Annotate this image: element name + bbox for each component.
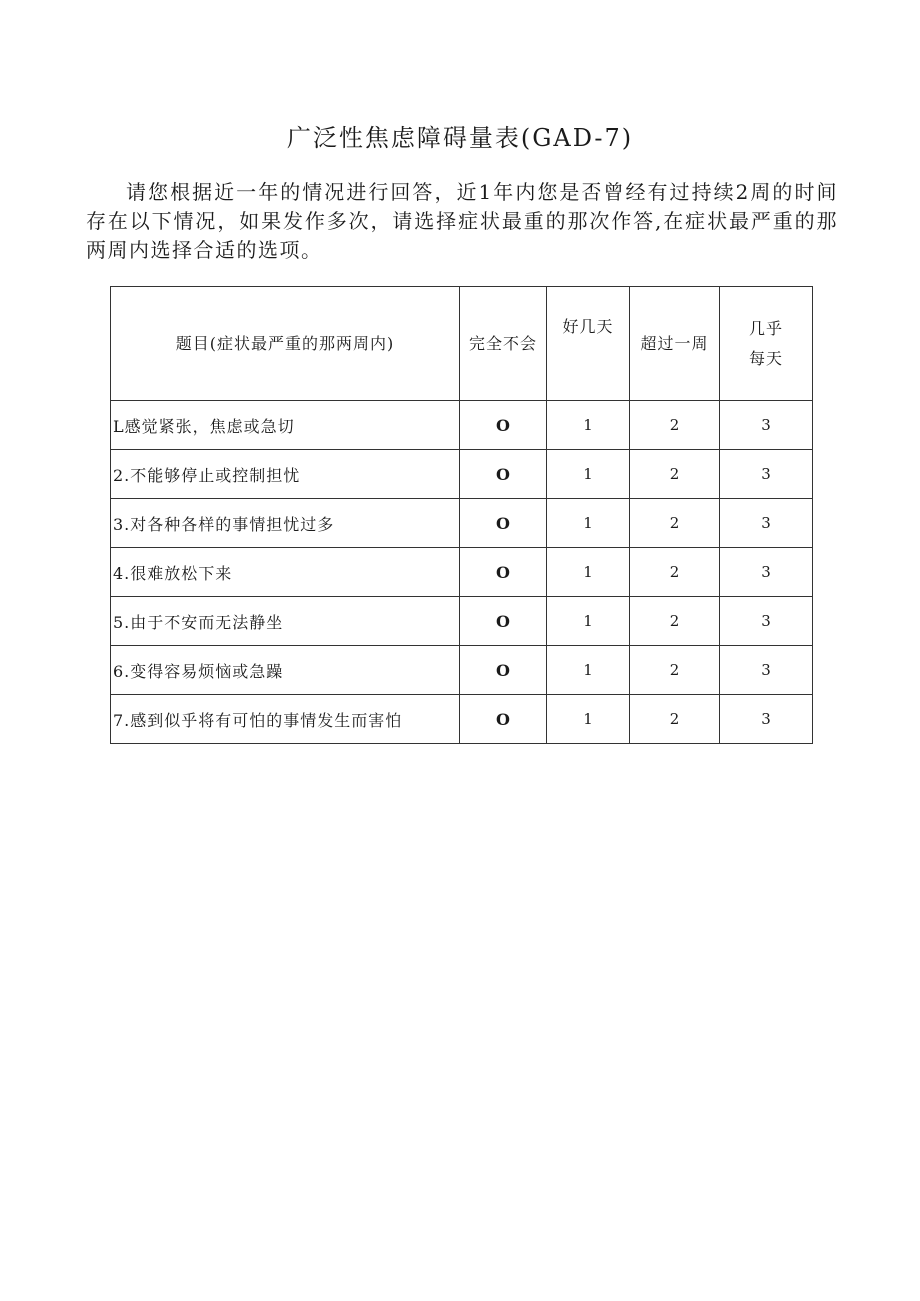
table-row [111,499,813,548]
item-text: 3.对各种各样的事情担忧过多 [111,499,460,548]
item-text: 5.由于不安而无法静坐 [111,597,460,646]
score-not-at-all[interactable]: O [460,597,547,646]
item-text: 6.变得容易烦恼或急躁 [111,646,460,695]
score-not-at-all[interactable]: O [460,695,547,744]
table-row [111,695,813,744]
header-nearly-every-day [720,287,813,401]
score-not-at-all[interactable]: O [460,646,547,695]
header-several-days: 好几天 [547,287,630,401]
page-title: 广泛性焦虑障碍量表(GAD-7) [286,124,634,152]
table-row [111,548,813,597]
score-not-at-all[interactable]: O [460,401,547,450]
score-several-days[interactable]: 1 [547,499,630,548]
instructions-paragraph: 请您根据近一年的情况进行回答，近1年内您是否曾经有过持续2周的时间存在以下情况，如果发作多次，请选择症状最重的那次作答,在症状最严重的那两周内选择合适的选项。 [86,180,838,262]
score-nearly-every-day[interactable]: 3 [720,695,813,744]
score-nearly-every-day[interactable]: 3 [720,597,813,646]
header-row [111,287,813,401]
header-item: 题目(症状最严重的那两周内) [111,287,460,401]
score-not-at-all[interactable]: O [460,450,547,499]
score-several-days[interactable]: 1 [547,401,630,450]
score-several-days[interactable]: 1 [547,450,630,499]
header-more-than-week: 超过一周 [630,287,720,401]
score-more-than-week[interactable]: 2 [630,646,720,695]
header-not-at-all: 完全不会 [460,287,547,401]
score-more-than-week[interactable]: 2 [630,548,720,597]
gad7-table [110,286,813,744]
score-not-at-all[interactable]: O [460,499,547,548]
score-several-days[interactable]: 1 [547,597,630,646]
table-header [111,287,813,401]
item-text: 2.不能够停止或控制担忧 [111,450,460,499]
table-body [111,401,813,744]
table-row [111,597,813,646]
table-row [111,401,813,450]
score-more-than-week[interactable]: 2 [630,695,720,744]
score-several-days[interactable]: 1 [547,548,630,597]
score-nearly-every-day[interactable]: 3 [720,450,813,499]
header-nearly-every-day-line2: 每天 [748,348,783,368]
item-text: L感觉紧张，焦虑或急切 [111,401,460,450]
score-nearly-every-day[interactable]: 3 [720,499,813,548]
score-not-at-all[interactable]: O [460,548,547,597]
item-text: 7.感到似乎将有可怕的事情发生而害怕 [111,695,460,744]
score-several-days[interactable]: 1 [547,646,630,695]
score-more-than-week[interactable]: 2 [630,401,720,450]
score-nearly-every-day[interactable]: 3 [720,548,813,597]
score-more-than-week[interactable]: 2 [630,450,720,499]
table-row [111,450,813,499]
item-text: 4.很难放松下来 [111,548,460,597]
score-several-days[interactable]: 1 [547,695,630,744]
score-more-than-week[interactable]: 2 [630,597,720,646]
score-more-than-week[interactable]: 2 [630,499,720,548]
score-nearly-every-day[interactable]: 3 [720,401,813,450]
score-nearly-every-day[interactable]: 3 [720,646,813,695]
table-row [111,646,813,695]
header-nearly-every-day-line1: 几乎 [748,318,783,338]
